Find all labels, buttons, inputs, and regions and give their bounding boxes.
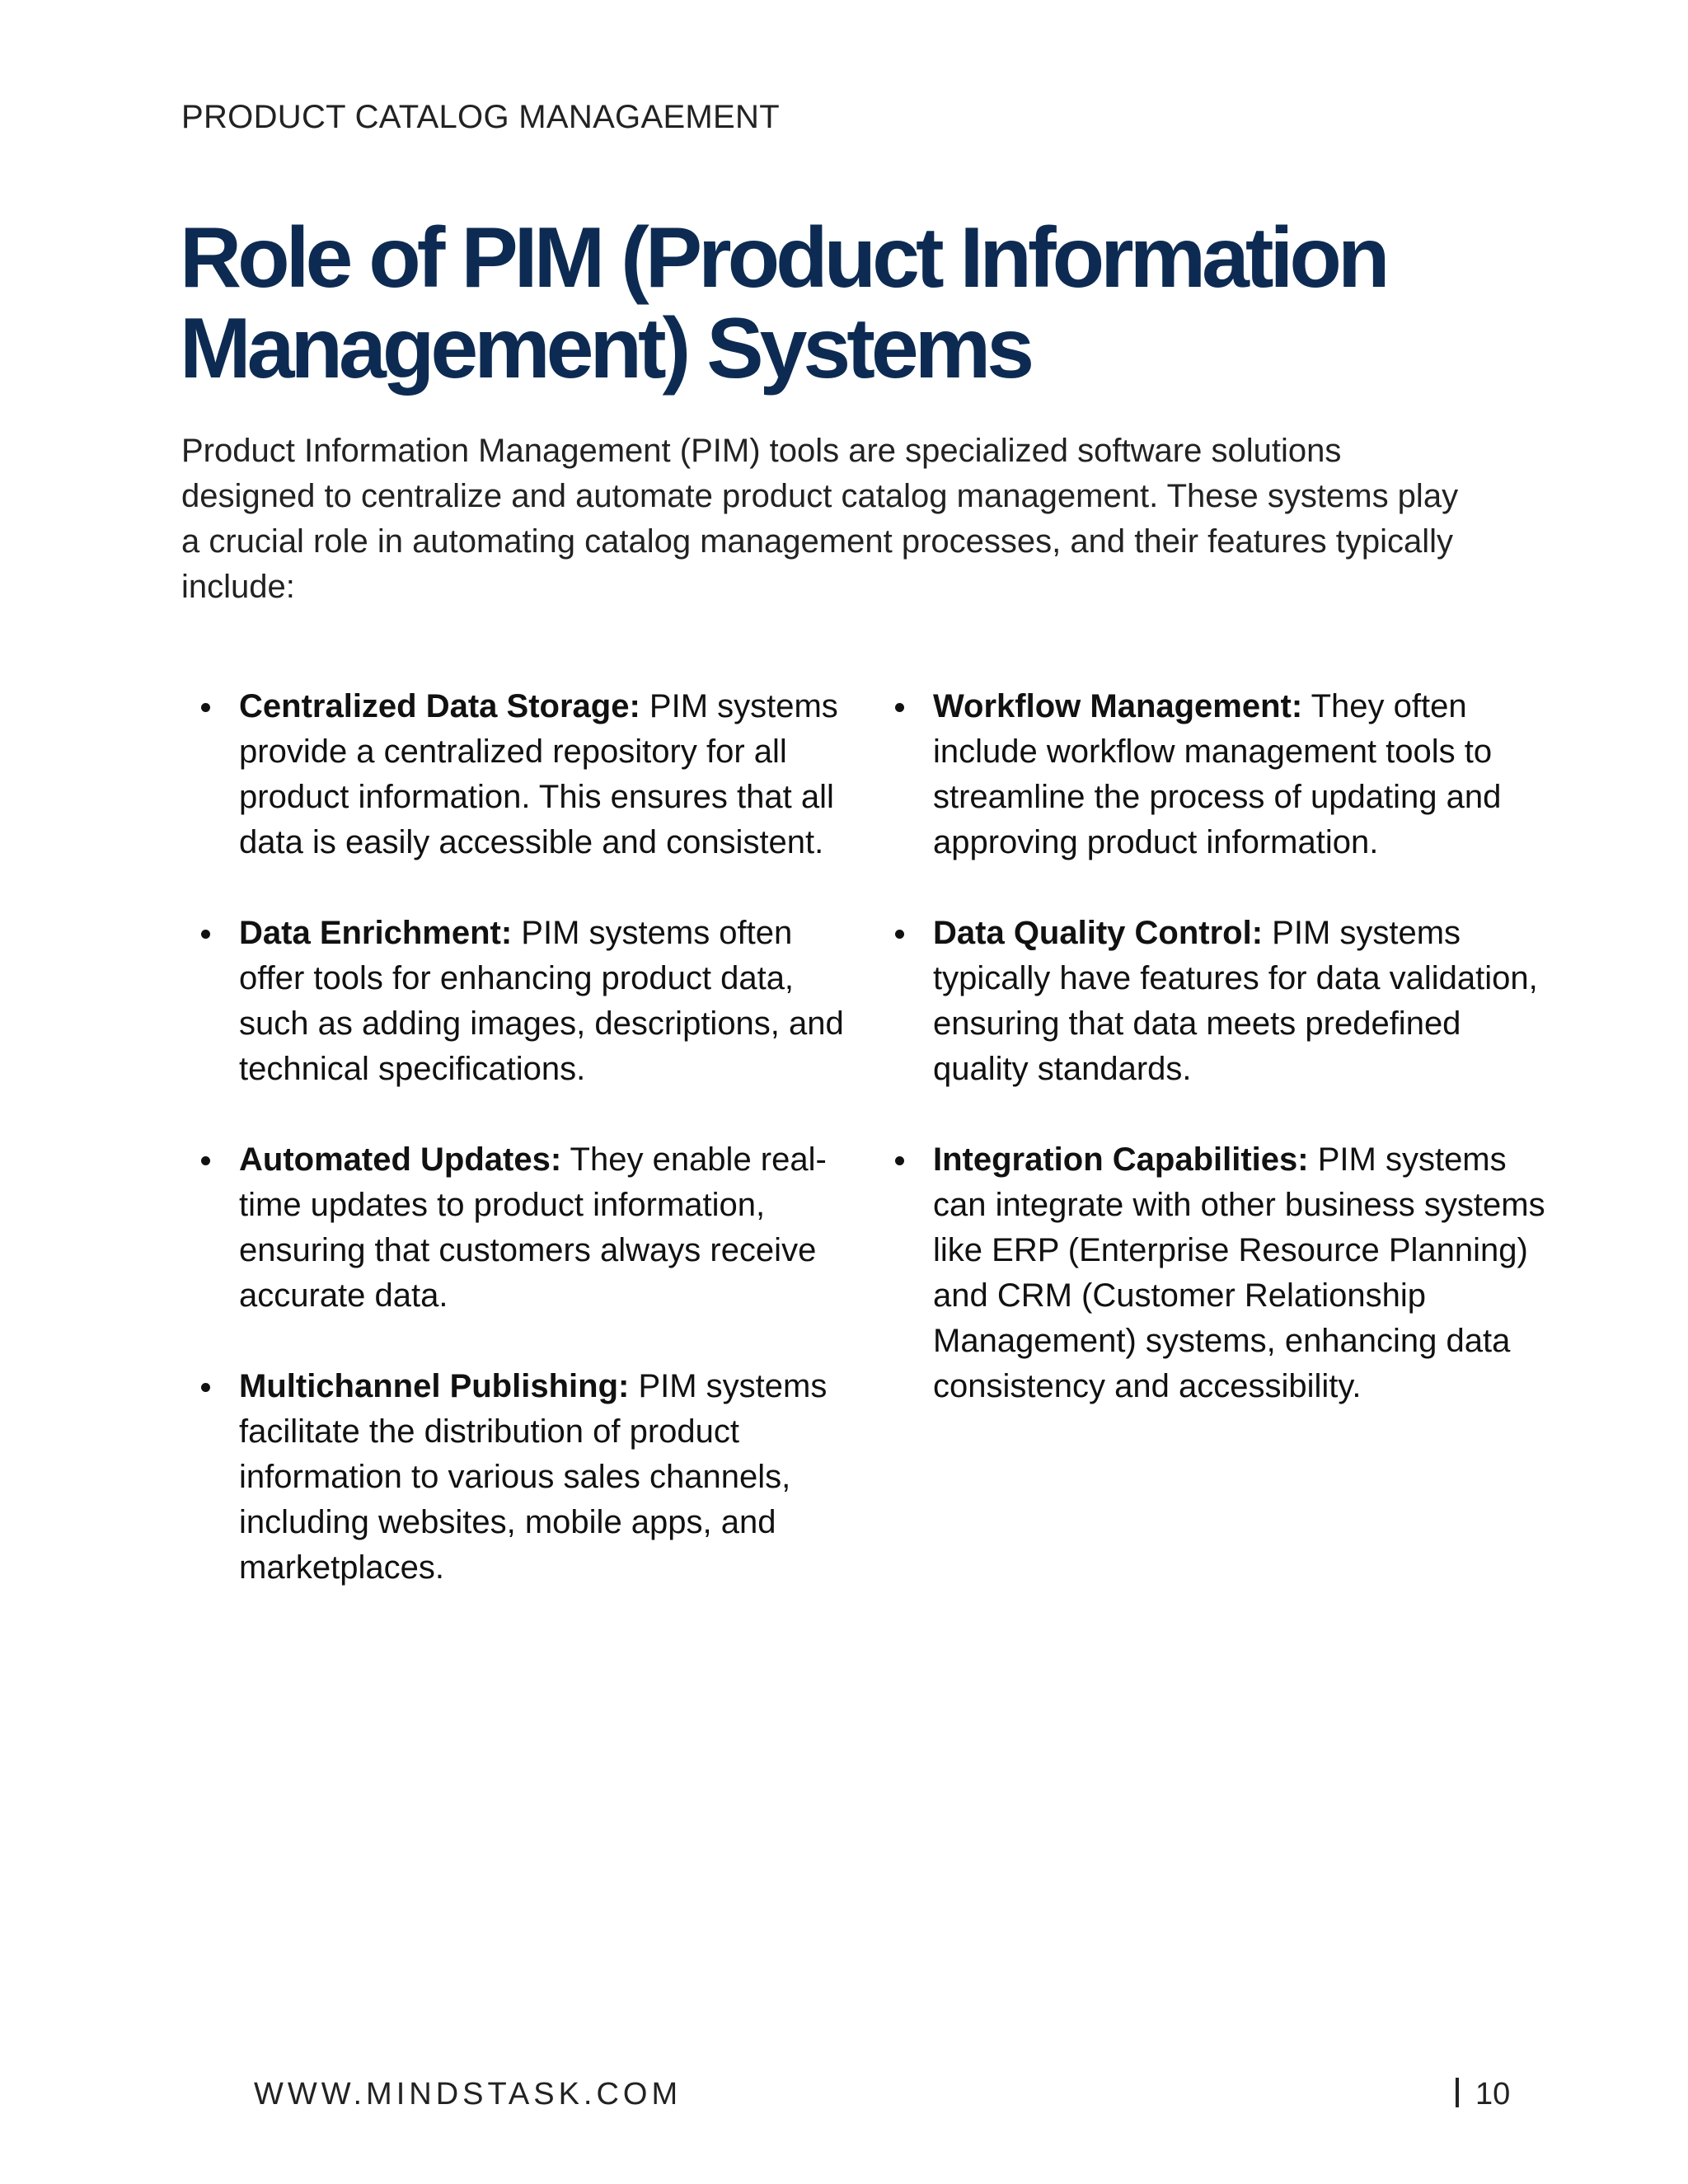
feature-item-data-enrichment	[198, 911, 849, 1092]
feature-description: PIM systems provide a centralized repository for all product information. This ensures that all data is easily accessible and consistent.	[239, 688, 838, 860]
feature-description: PIM systems can integrate with other business systems like ERP (Enterprise Resource Planning) and CRM (Customer Relationship Management) systems, enhancing data consistency and accessibility.	[933, 1141, 1545, 1404]
feature-item-centralized-data-storage	[198, 684, 849, 865]
bullet-icon	[895, 703, 904, 712]
feature-term: Automated Updates:	[239, 1141, 562, 1178]
bullet-icon	[201, 930, 210, 939]
feature-term: Data Enrichment:	[239, 915, 513, 951]
feature-description: PIM systems typically have features for data validation, ensuring that data meets predefined quality standards.	[933, 915, 1538, 1087]
footer-website: WWW.MINDSTASK.COM	[254, 2077, 682, 2111]
bullet-icon	[201, 703, 210, 712]
page-number-value: 10	[1475, 2077, 1511, 2111]
feature-item-integration-capabilities	[892, 1137, 1551, 1409]
page-separator	[1456, 2078, 1459, 2107]
feature-description: PIM systems often offer tools for enhancing product data, such as adding images, descriptions, and technical specifications.	[239, 915, 844, 1087]
feature-item-multichannel-publishing	[198, 1364, 849, 1591]
feature-item-workflow-management	[892, 684, 1551, 865]
bullet-icon	[895, 930, 904, 939]
page-title: Role of PIM (Product Information Management) Systems	[180, 210, 1386, 396]
feature-list-left	[198, 684, 849, 1636]
bullet-icon	[201, 1383, 210, 1392]
intro-paragraph: Product Information Management (PIM) tools are specialized software solutions designed to centralize and automate product catalog management. These systems play a crucial role in automating catalog management processes, and their features typically include:	[181, 433, 1459, 605]
feature-item-data-quality-control	[892, 911, 1551, 1092]
feature-term: Centralized Data Storage:	[239, 688, 640, 724]
feature-term: Multichannel Publishing:	[239, 1368, 630, 1404]
feature-description: PIM systems facilitate the distribution of product information to various sales channels, including websites, mobile apps, and marketplaces.	[239, 1368, 828, 1586]
feature-term: Workflow Management:	[933, 688, 1303, 724]
bullet-icon	[201, 1156, 210, 1165]
feature-term: Integration Capabilities:	[933, 1141, 1309, 1178]
feature-term: Data Quality Control:	[933, 915, 1264, 951]
feature-item-automated-updates	[198, 1137, 849, 1319]
bullet-icon	[895, 1156, 904, 1165]
running-header: PRODUCT CATALOG MANAGAEMENT	[181, 99, 780, 135]
feature-description: They often include workflow management tools to streamline the process of updating and approving product information.	[933, 688, 1502, 860]
feature-description: They enable real-time updates to product information, ensuring that customers always receive accurate data.	[239, 1141, 827, 1314]
feature-list-right	[892, 684, 1551, 1455]
page-number	[1456, 2077, 1510, 2112]
